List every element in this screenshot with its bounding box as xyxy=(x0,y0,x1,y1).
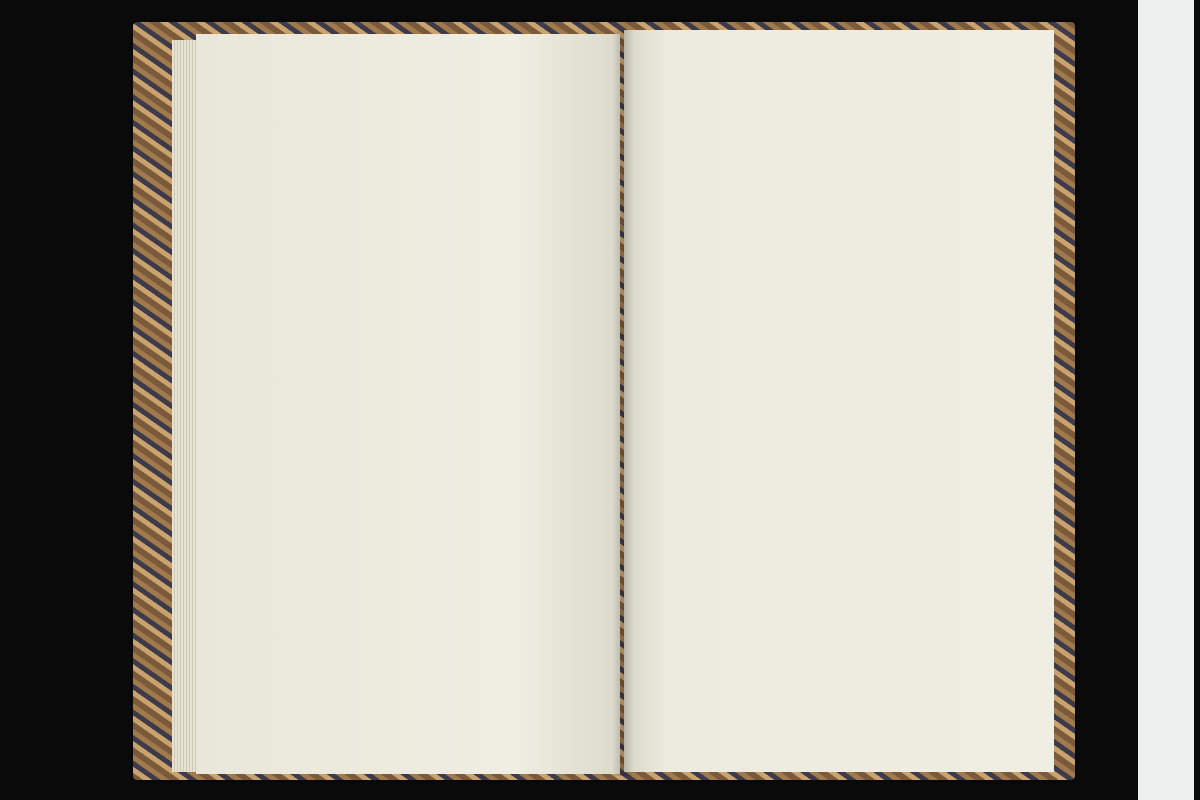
book-gutter xyxy=(612,30,634,776)
right-page xyxy=(624,30,1054,772)
left-page xyxy=(196,34,620,774)
page-edges xyxy=(172,40,198,772)
measuring-ruler xyxy=(1138,0,1194,800)
